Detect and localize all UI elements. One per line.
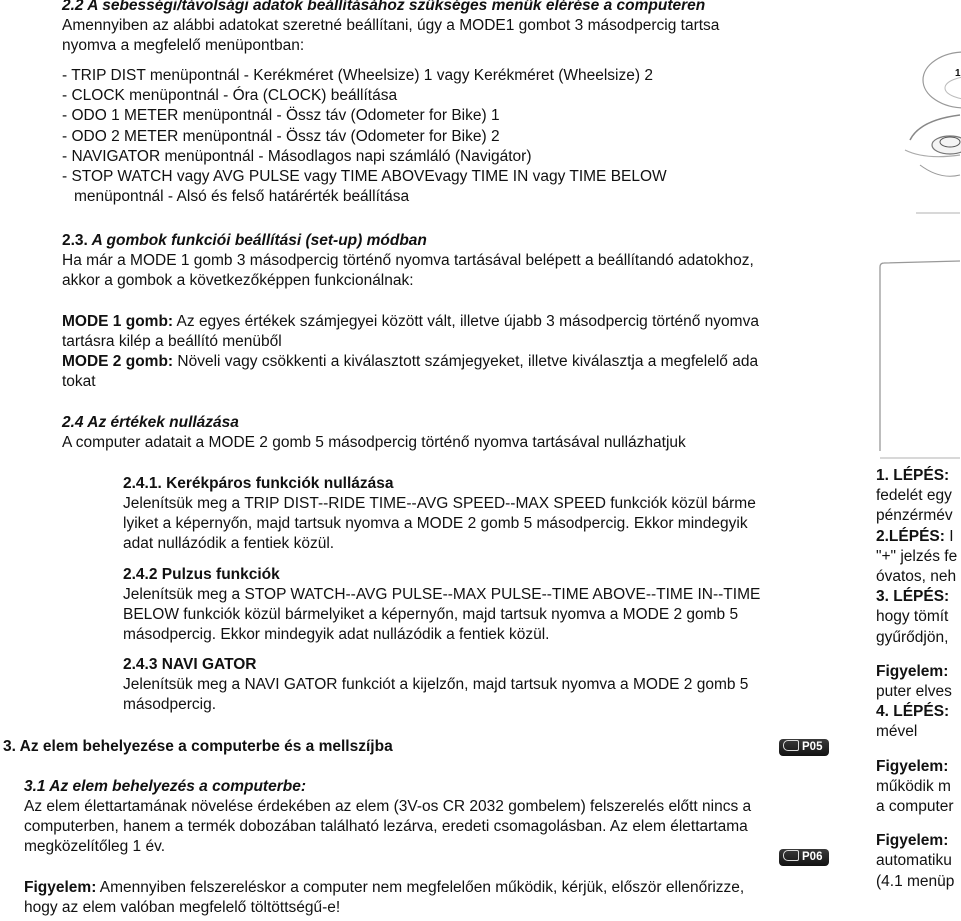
list-item: menüpontnál - Alsó és felső határérték beállítása — [74, 188, 410, 206]
section-2-4-3-body — [123, 675, 748, 715]
paragraph-line: Jelenítsük meg a STOP WATCH--AVG PULSE--MAX PULSE--TIME ABOVE--TIME IN--TIME — [123, 586, 761, 603]
mode2-description-cont: tokat — [62, 373, 96, 390]
paragraph-line: Az elem élettartamának növelése érdekében az elem (3V-os CR 2032 gombelem) felszerelés előtt nincs a — [24, 798, 752, 815]
illustration-outline — [920, 165, 960, 176]
device-illustration — [876, 255, 960, 465]
paragraph-line: megközelítőleg 1 év. — [24, 838, 166, 856]
device-illustration — [880, 40, 960, 220]
step-line: automatiku — [876, 852, 952, 870]
paragraph-line: Jelenítsük meg a TRIP DIST--RIDE TIME--AVG SPEED--MAX SPEED funkciók közül bárme — [123, 495, 756, 512]
step-line: Figyelem: — [876, 832, 949, 850]
list-item: - STOP WATCH vagy AVG PULSE vagy TIME ABOVEvagy TIME IN vagy TIME BELOW — [62, 168, 667, 186]
mode1-description: MODE 1 gomb: Az egyes értékek számjegyei között vált, illetve újabb 3 másodpercig történő nyomva — [62, 313, 759, 330]
page-reference-badge: P05 — [779, 739, 829, 756]
step-line: a computer — [876, 798, 954, 816]
section-2-2-intro-cont: nyomva a megfelelő menüpontban: — [62, 37, 305, 54]
paragraph-line: BELOW funkciók közül bármelyiket a képernyőn, majd tartsuk nyomva a MODE 2 gomb 5 — [123, 606, 739, 624]
step-line: Figyelem: — [876, 662, 949, 680]
section-2-4-2-body — [123, 585, 760, 646]
step-line — [876, 817, 960, 831]
section-2-4-2-title: 2.4.2 Pulzus funkciók — [123, 566, 280, 583]
step-line: hogy tömít — [876, 608, 949, 626]
page-reference-badge: P06 — [779, 849, 829, 866]
list-item: - NAVIGATOR menüpontnál - Másodlagos napi számláló (Navigátor) — [62, 147, 532, 165]
paragraph-line: lyiket a képernyőn, majd tartsuk nyomva a MODE 2 gomb 5 másodpercig. Ekkor mindegyik — [123, 515, 748, 533]
step-line: 1. LÉPÉS: — [876, 467, 950, 484]
illustration-outline — [880, 261, 960, 451]
paragraph-line: computerben, hanem a termék dobozában található lezárva, eredeti csomagolásban. Az elem élettartama — [24, 818, 748, 836]
section-3-1-body — [24, 797, 751, 858]
paragraph-line: adat nullázódik a fentiek közül. — [123, 535, 335, 553]
section-2-2-intro: Amennyiben az alábbi adatokat szeretné beállítani, úgy a MODE1 gombot 3 másodpercig tartsa — [62, 17, 720, 34]
step-line: fedelét egy — [876, 487, 952, 505]
section-2-3-title: 2.3. A gombok funkciói beállítási (set-up) módban — [62, 232, 427, 249]
section-2-2-list — [62, 66, 667, 207]
paragraph-line: Jelenítsük meg a NAVI GATOR funkciót a kijelzőn, majd tartsuk nyomva a MODE 2 gomb 5 — [123, 676, 749, 693]
section-2-4-text: A computer adatait a MODE 2 gomb 5 másodpercig történő nyomva tartásával nullázhatjuk — [62, 434, 686, 451]
figure-label: 1 — [955, 68, 961, 79]
warning-note-cont: hogy az elem valóban megfelelő töltöttségű-e! — [24, 899, 341, 916]
paragraph-line: másodpercig. — [123, 696, 217, 714]
step-line: "+" jelzés fe — [876, 547, 958, 565]
step-line: pénzérmév — [876, 507, 953, 525]
paragraph-line: másodpercig. Ekkor mindegyik adat nullázódik a fentiek közül. — [123, 626, 550, 644]
section-3-title: 3. Az elem behelyezése a computerbe és a mellszíjba — [3, 738, 393, 755]
mode1-description-cont: tartásra kilép a beállító menüből — [62, 333, 282, 350]
step-line — [876, 743, 960, 757]
right-column-text — [876, 466, 960, 892]
section-2-3-text: Ha már a MODE 1 gomb 3 másodpercig történő nyomva tartásával belépett a beállítandó adatokhoz, — [62, 252, 754, 269]
section-3-1-title: 3.1 Az elem behelyezés a computerbe: — [24, 778, 306, 795]
step-line: mével — [876, 723, 918, 741]
section-2-2-title: 2.2 A sebességi/távolsági adatok beállításához szükséges menük elérése a computeren — [62, 0, 706, 14]
warning-note: Figyelem: Amennyiben felszereléskor a computer nem megfelelően működik, kérjük, először ellenőrizze, — [24, 879, 745, 896]
list-item: - TRIP DIST menüpontnál - Kerékméret (Wheelsize) 1 vagy Kerékméret (Wheelsize) 2 — [62, 67, 653, 84]
section-2-3-text-cont: akkor a gombok a következőképpen funkcionálnak: — [62, 272, 414, 289]
step-line: óvatos, neh — [876, 568, 957, 586]
section-2-4-1-title: 2.4.1. Kerékpáros funkciók nullázása — [123, 475, 394, 492]
hand-pointer-icon — [783, 740, 799, 751]
list-item: - ODO 2 METER menüpontnál - Össz táv (Odometer for Bike) 2 — [62, 127, 500, 145]
mode2-description: MODE 2 gomb: Növeli vagy csökkenti a kiválasztott számjegyeket, illetve kiválasztja a megfelelő ada — [62, 353, 759, 370]
hand-pointer-icon — [783, 850, 799, 861]
section-2-4-title: 2.4 Az értékek nullázása — [62, 414, 239, 431]
section-2-4-1-body — [123, 494, 756, 555]
step-line: 4. LÉPÉS: — [876, 703, 950, 721]
step-line: gyűrődjön, — [876, 628, 949, 646]
step-line: (4.1 menüp — [876, 872, 955, 890]
step-line: puter elves — [876, 683, 952, 701]
list-item: - ODO 1 METER menüpontnál - Össz táv (Odometer for Bike) 1 — [62, 107, 500, 125]
step-line: 2.LÉPÉS: I — [876, 527, 954, 545]
step-line — [876, 648, 960, 662]
step-line: működik m — [876, 777, 951, 795]
list-item: - CLOCK menüpontnál - Óra (CLOCK) beállítása — [62, 87, 398, 105]
step-line: Figyelem: — [876, 757, 949, 775]
step-line: 3. LÉPÉS: — [876, 588, 950, 606]
section-2-4-3-title: 2.4.3 NAVI GATOR — [123, 656, 257, 673]
